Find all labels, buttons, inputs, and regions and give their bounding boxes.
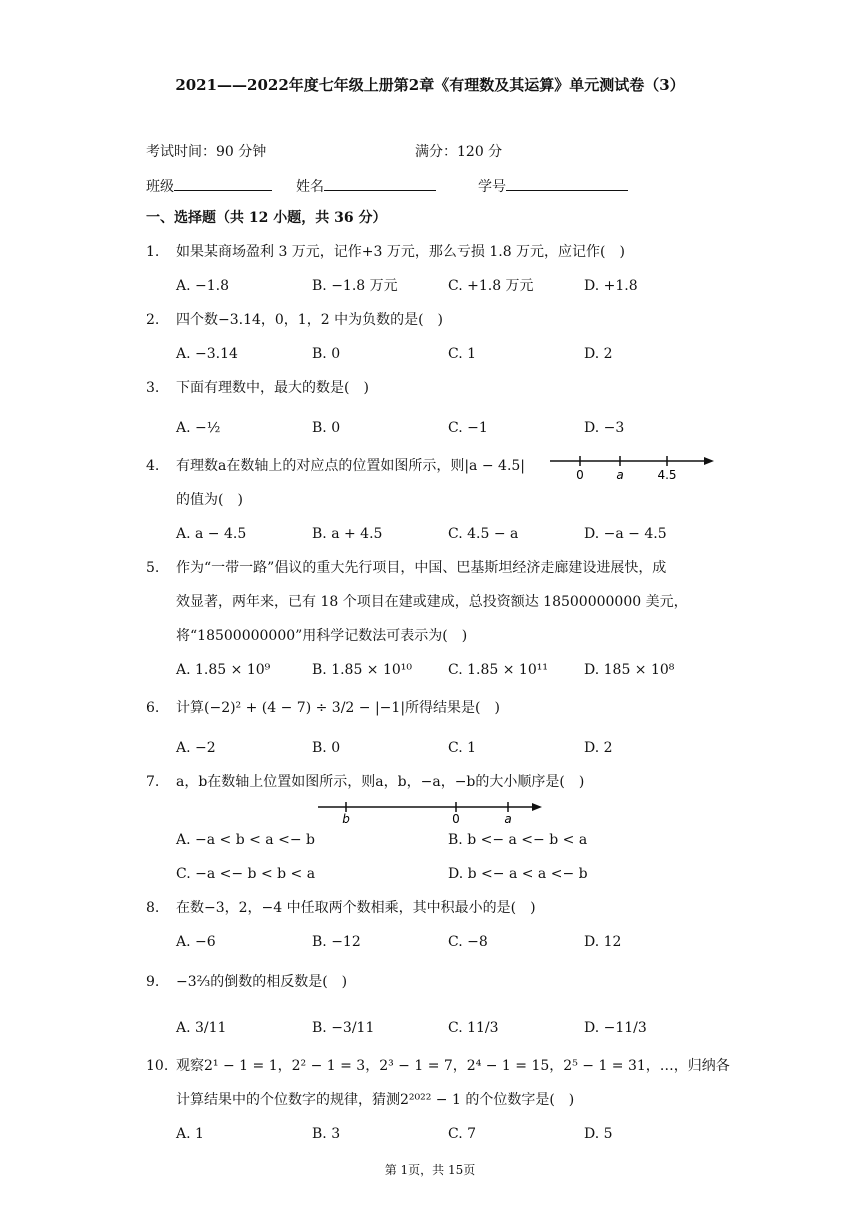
option-a[interactable]: A. 1	[176, 1126, 204, 1142]
option-c[interactable]: C. 4.5 − a	[448, 526, 519, 542]
question-text: −3⅔的倒数的相反数是( )	[176, 974, 348, 990]
option-b[interactable]: B. 3	[312, 1126, 341, 1142]
option-c[interactable]: C. +1.8 万元	[448, 278, 534, 294]
option-c[interactable]: C. −8	[448, 934, 488, 950]
question-text: 效显著，两年来，已有 18 个项目在建或建成，总投资额达 18500000000 美元，	[176, 594, 688, 610]
axis-arrow	[532, 803, 542, 811]
question-text: 的值为( )	[176, 492, 243, 508]
tick-label: b	[342, 812, 350, 826]
question-text: 在数−3，2，−4 中任取两个数相乘，其中积最小的是( )	[176, 900, 536, 916]
name-blank[interactable]	[324, 176, 436, 191]
option-d[interactable]: D. 12	[584, 934, 622, 950]
question-text: 四个数−3.14，0，1，2 中为负数的是( )	[176, 312, 443, 328]
option-c[interactable]: C. −a <− b < b < a	[176, 866, 316, 882]
option-c[interactable]: C. −1	[448, 420, 488, 436]
id-blank[interactable]	[506, 176, 628, 191]
question-number: 4.	[146, 458, 160, 474]
name-label: 姓名	[296, 179, 324, 195]
question-number: 1.	[146, 244, 160, 260]
id-field	[478, 176, 628, 197]
number-line-figure	[548, 449, 716, 483]
question-number: 8.	[146, 900, 160, 916]
option-d[interactable]: D. −3	[584, 420, 625, 436]
option-d[interactable]: D. +1.8	[584, 278, 638, 294]
question-text: 作为“一带一路”倡议的重大先行项目，中国、巴基斯坦经济走廊建设进展快，成	[176, 560, 667, 576]
option-b[interactable]: B. 0	[312, 346, 341, 362]
question-number: 9.	[146, 974, 160, 990]
question-text: 计算结果中的个位数字的规律，猜测2²⁰²² − 1 的个位数字是( )	[176, 1092, 575, 1108]
question-text: 将“18500000000”用科学记数法可表示为( )	[176, 628, 468, 644]
question-number: 7.	[146, 774, 160, 790]
option-a[interactable]: A. −6	[176, 934, 216, 950]
option-b[interactable]: B. 0	[312, 740, 341, 756]
page-footer: 第 1页，共 15页	[384, 1163, 476, 1177]
number-line-figure	[316, 800, 546, 826]
section-heading: 一、选择题（共 12 小题，共 36 分）	[146, 210, 387, 226]
question-text: 有理数a在数轴上的对应点的位置如图所示，则|a − 4.5|	[176, 458, 526, 474]
option-a[interactable]: A. 3/11	[176, 1020, 227, 1036]
class-label: 班级	[146, 179, 174, 195]
option-d[interactable]: D. 5	[584, 1126, 613, 1142]
question-number: 2.	[146, 312, 160, 328]
option-b[interactable]: B. −3/11	[312, 1020, 375, 1036]
option-a[interactable]: A. a − 4.5	[176, 526, 247, 542]
option-a[interactable]: A. −3.14	[176, 346, 238, 362]
option-b[interactable]: B. a + 4.5	[312, 526, 383, 542]
option-b[interactable]: B. −12	[312, 934, 361, 950]
axis-arrow	[704, 457, 714, 465]
tick-label: 0	[576, 468, 584, 482]
question-number: 3.	[146, 380, 160, 396]
question-number: 6.	[146, 700, 160, 716]
option-b[interactable]: B. −1.8 万元	[312, 278, 398, 294]
class-blank[interactable]	[174, 176, 272, 191]
option-a[interactable]: A. −1.8	[176, 278, 230, 294]
exam-time: 考试时间：90 分钟	[146, 144, 267, 160]
full-score: 满分：120 分	[415, 144, 503, 160]
page-title: 2021——2022年度七年级上册第2章《有理数及其运算》单元测试卷（3）	[175, 76, 685, 94]
option-b[interactable]: B. 0	[312, 420, 341, 436]
option-c[interactable]: C. 1.85 × 10¹¹	[448, 662, 548, 678]
option-b[interactable]: B. 1.85 × 10¹⁰	[312, 662, 413, 678]
question-text: 观察2¹ − 1 = 1，2² − 1 = 3，2³ − 1 = 7，2⁴ − 1 = 15，2⁵ − 1 = 31，…，归纳各	[176, 1058, 730, 1074]
option-d[interactable]: D. 2	[584, 346, 613, 362]
option-d[interactable]: D. −11/3	[584, 1020, 647, 1036]
option-a[interactable]: A. 1.85 × 10⁹	[176, 662, 271, 678]
class-field	[146, 176, 272, 197]
option-d[interactable]: D. 2	[584, 740, 613, 756]
option-d[interactable]: D. −a − 4.5	[584, 526, 667, 542]
question-text: 下面有理数中，最大的数是( )	[176, 380, 369, 396]
question-number: 10.	[146, 1058, 169, 1074]
id-label: 学号	[478, 179, 506, 195]
option-d[interactable]: D. b <− a < a <− b	[448, 866, 588, 882]
option-c[interactable]: C. 7	[448, 1126, 477, 1142]
option-b[interactable]: B. b <− a <− b < a	[448, 832, 588, 848]
option-a[interactable]: A. −a < b < a <− b	[176, 832, 315, 848]
question-number: 5.	[146, 560, 160, 576]
tick-label: 0	[452, 812, 460, 826]
question-text: 如果某商场盈利 3 万元，记作+3 万元，那么亏损 1.8 万元，应记作( )	[176, 244, 625, 260]
name-field	[296, 176, 436, 197]
tick-label: a	[616, 468, 624, 482]
option-a[interactable]: A. −½	[176, 420, 221, 436]
question-text: a，b在数轴上位置如图所示，则a，b，−a，−b的大小顺序是( )	[176, 774, 585, 790]
tick-label: a	[504, 812, 512, 826]
option-c[interactable]: C. 11/3	[448, 1020, 499, 1036]
tick-label: 4.5	[657, 468, 677, 482]
option-c[interactable]: C. 1	[448, 346, 477, 362]
option-c[interactable]: C. 1	[448, 740, 477, 756]
option-a[interactable]: A. −2	[176, 740, 216, 756]
question-text: 计算(−2)² + (4 − 7) ÷ 3/2 − |−1|所得结果是( )	[176, 700, 500, 716]
option-d[interactable]: D. 185 × 10⁸	[584, 662, 675, 678]
